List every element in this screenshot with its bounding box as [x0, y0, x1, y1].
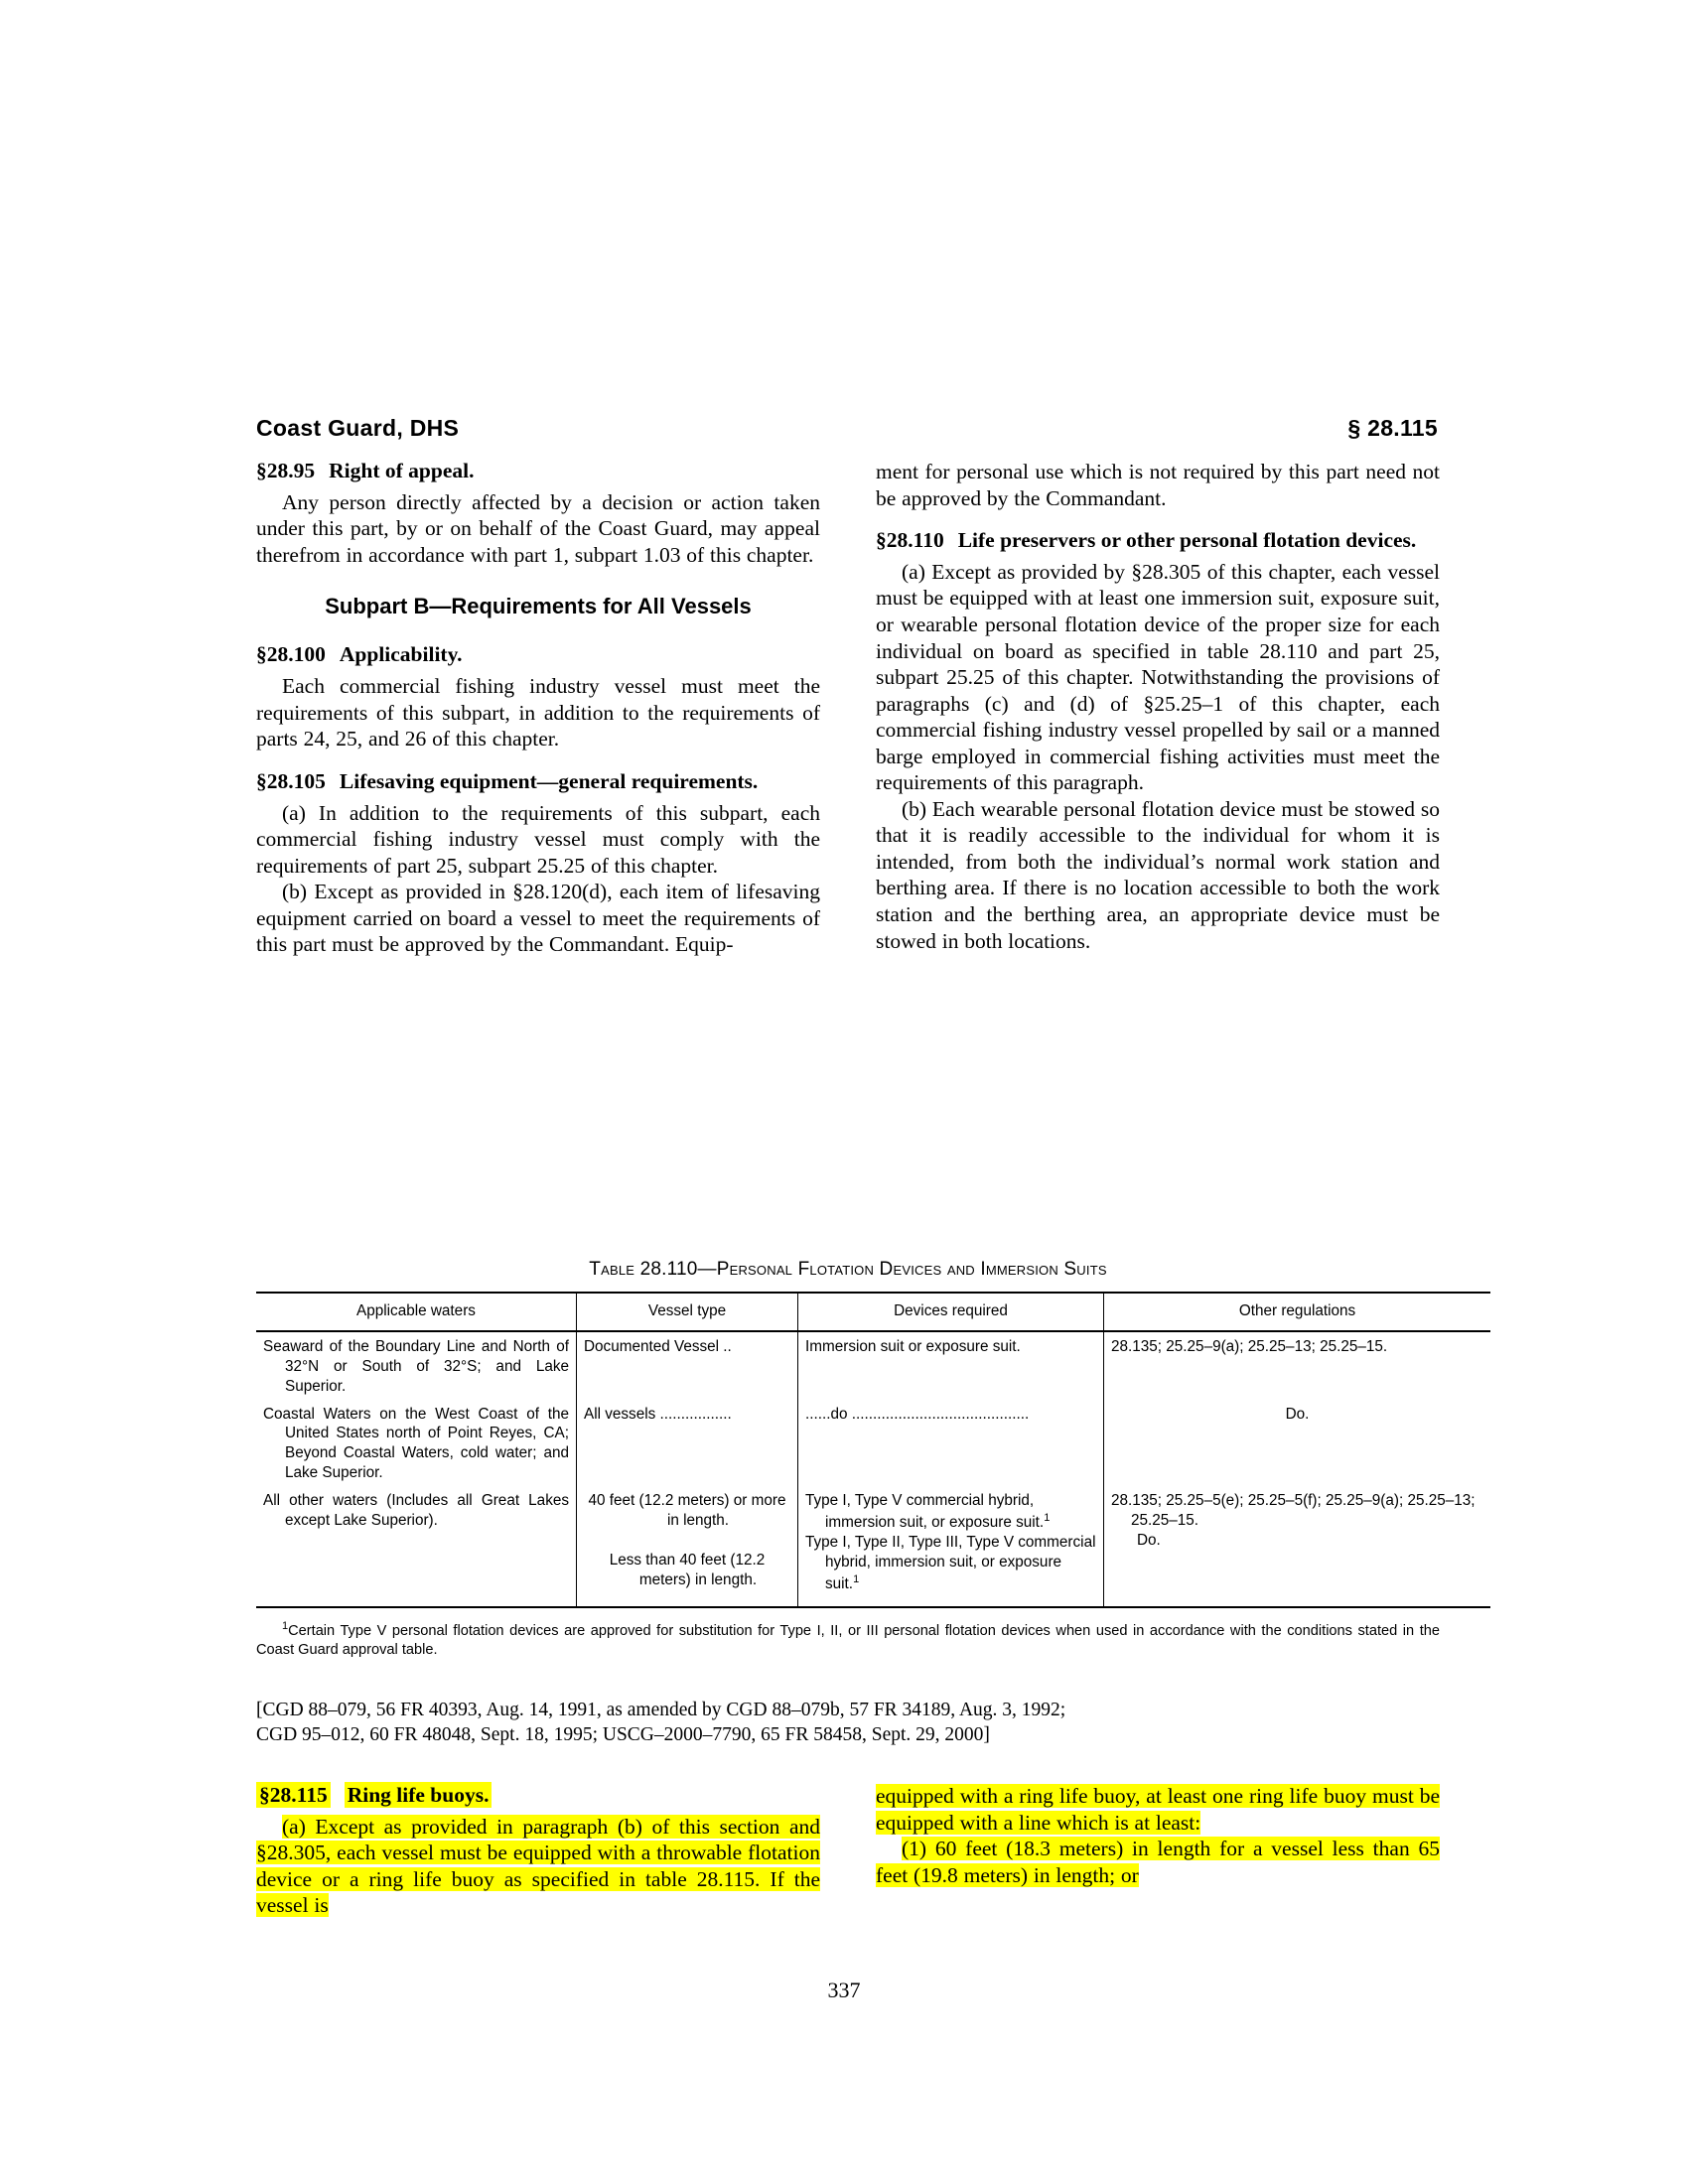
cell-spacer — [584, 1531, 790, 1551]
paragraph-28-95: Any person directly affected by a decision or action taken under this part, by or on behalf of the Coast Guard, may appeal therefrom in accordance with part 1, subpart 1.03 of this chapter. — [256, 489, 820, 567]
cell-waters-1-text: Seaward of the Boundary Line and North of 32°N or South of 32°S; and Lake Superior. — [263, 1337, 569, 1395]
paragraph-28-110-a: (a) Except as provided by §28.305 of this chapter, each vessel must be equipped with at least one immersion suit, exposure suit, or wearable personal flotation device of the proper size for each individual on board as specified in table 28.110 and part 25, subpart 25.25 of this chapter. Notwithstanding the provisions of paragraphs (c) and (d) of §25.25–1 of this chapter, each commercial fishing industry vessel propelled by sail or a manned barge employed in commercial fishing activities must meet the requirements of this paragraph. — [876, 559, 1440, 795]
paragraph-28-105-b-continuation: ment for personal use which is not required by this part need not be approved by the Commandant. — [876, 460, 1440, 510]
cell-waters-3 — [256, 1486, 577, 1607]
citation-line-1: [CGD 88–079, 56 FR 40393, Aug. 14, 1991, as amended by CGD 88–079b, 57 FR 34189, Aug. 3, 1992; — [256, 1700, 1066, 1720]
cell-devices-3b — [805, 1533, 1096, 1594]
paragraph-28-100: Each commercial fishing industry vessel must meet the requirements of this subpart, in addition to the requirements of parts 24, 25, and 26 of this chapter. — [256, 674, 820, 751]
column-header-vessel-type: Vessel type — [577, 1293, 798, 1331]
cell-other-3 — [1104, 1486, 1491, 1607]
cell-devices-3a-text: Type I, Type V commercial hybrid, immersion suit, or exposure suit. — [805, 1492, 1045, 1531]
cell-other-3a: 28.135; 25.25–5(e); 25.25–5(f); 25.25–9(a); 25.25–13; 25.25–15. — [1111, 1492, 1476, 1529]
subpart-b-heading: Subpart B—Requirements for All Vessels — [325, 594, 752, 619]
cell-devices-3b-text: Type I, Type II, Type III, Type V commercial hybrid, immersion suit, or exposure suit. — [805, 1533, 1096, 1592]
left-column — [256, 459, 820, 958]
paragraph-28-105-b: (b) Except as provided in §28.120(d), each item of lifesaving equipment carried on board a vessel to meet the requirements of this part must be approved by the Commandant. Equip- — [256, 880, 820, 957]
table-row — [256, 1331, 1490, 1400]
running-head-left: Coast Guard, DHS — [256, 415, 460, 441]
table-head — [256, 1293, 1490, 1331]
paragraph-28-115-a-right — [876, 1783, 1440, 1836]
page-number: 337 — [827, 1978, 861, 2002]
footnote-text: Certain Type V personal flotation devices are approved for substitution for Type I, II, or III personal flotation devices when used in accordance with the conditions stated in the Coast Guard approval table. — [256, 1622, 1440, 1658]
source-citation — [256, 1698, 1440, 1748]
paragraph-28-115-a-1 — [876, 1836, 1440, 1888]
running-head-right: § 28.115 — [1347, 415, 1438, 441]
cell-other-1 — [1104, 1331, 1491, 1400]
section-number-28-95: §28.95 — [256, 459, 316, 482]
paragraph-28-115-a-1-text: (1) 60 feet (18.3 meters) in length for a vessel less than 65 feet (19.8 meters) in length; or — [876, 1837, 1440, 1887]
table-row — [256, 1400, 1490, 1487]
paragraph-28-115-a-right-text: equipped with a ring life buoy, at least one ring life buoy must be equipped with a line which is at least: — [876, 1784, 1440, 1835]
cell-waters-3-text: All other waters (Includes all Great Lakes except Lake Superior). — [263, 1492, 569, 1529]
citation-line-2: CGD 95–012, 60 FR 48048, Sept. 18, 1995; USCG–2000–7790, 65 FR 58458, Sept. 29, 2000] — [256, 1724, 990, 1746]
column-header-applicable-waters: Applicable waters — [356, 1302, 476, 1319]
footnote-ref-2: 1 — [853, 1572, 860, 1585]
paragraph-28-115-a-left — [256, 1814, 820, 1919]
table-block-28-110 — [256, 1259, 1476, 1660]
cell-devices-1: Immersion suit or exposure suit. — [798, 1331, 1104, 1400]
table-row — [256, 1486, 1490, 1607]
cell-other-2 — [1104, 1400, 1491, 1487]
cell-other-3b: Do. — [1137, 1531, 1161, 1549]
cell-vessel-type-3b: Less than 40 feet (12.2 meters) in length. — [609, 1551, 766, 1588]
body-columns-upper — [256, 459, 1440, 958]
section-title-28-100: Applicability. — [339, 642, 463, 667]
paragraph-28-105-a: (a) In addition to the requirements of this subpart, each commercial fishing industry vessel must comply with the requirements of part 25, subpart 25.25 of this chapter. — [256, 800, 820, 878]
section-title-28-110: Life preservers or other personal flotation devices. — [957, 528, 1417, 553]
left-column-lower — [256, 1783, 820, 1919]
section-number-28-115: §28.115 — [256, 1782, 331, 1808]
cell-other-1-text: 28.135; 25.25–9(a); 25.25–13; 25.25–15. — [1111, 1337, 1388, 1355]
paragraph-28-115-a-left-text: (a) Except as provided in paragraph (b) of this section and §28.305, each vessel must be equipped with a throwable flotation device or a ring life buoy as specified in table 28.115. If the vessel is — [256, 1814, 820, 1918]
cell-vessel-type-2: All vessels ................. — [577, 1400, 798, 1487]
cell-devices-3 — [798, 1486, 1104, 1607]
section-title-28-95: Right of appeal. — [329, 459, 475, 482]
cell-other-2-text: Do. — [1285, 1405, 1310, 1423]
cell-waters-2 — [256, 1400, 577, 1487]
body-columns-lower — [256, 1783, 1440, 1919]
table-caption-28-110: Table 28.110—Personal Flotation Devices and Immersion Suits — [589, 1259, 1107, 1280]
cell-vessel-type-3a: 40 feet (12.2 meters) or more in length. — [588, 1492, 786, 1529]
cell-vessel-type-1: Documented Vessel .. — [577, 1331, 798, 1400]
section-number-28-110: §28.110 — [876, 528, 944, 553]
section-title-28-105: Lifesaving equipment—general requirements. — [339, 768, 759, 793]
right-column-lower — [876, 1783, 1440, 1919]
section-heading-28-95 — [256, 459, 820, 484]
table-footnote — [256, 1619, 1440, 1661]
cell-waters-2-text: Coastal Waters on the West Coast of the United States north of Point Reyes, CA; Beyond Coastal Waters, cold water; and Lake Superior. — [263, 1405, 569, 1482]
section-number-28-105: §28.105 — [256, 768, 326, 793]
section-title-28-115: Ring life buoys. — [345, 1782, 492, 1808]
section-heading-28-100 — [256, 642, 820, 668]
right-column — [876, 459, 1440, 958]
running-head — [256, 415, 1438, 442]
cell-waters-1 — [256, 1331, 577, 1400]
footnote-ref-1: 1 — [1044, 1511, 1051, 1524]
section-heading-28-105 — [256, 769, 820, 795]
column-header-devices-required: Devices required — [798, 1293, 1104, 1331]
section-heading-28-110 — [876, 528, 1440, 554]
table-header-row — [256, 1293, 1490, 1331]
table-28-110 — [256, 1292, 1490, 1608]
cell-devices-2: ......do .......................................... — [798, 1400, 1104, 1487]
column-header-other-regulations: Other regulations — [1104, 1293, 1491, 1331]
cell-vessel-type-3 — [577, 1486, 798, 1607]
paragraph-28-110-b: (b) Each wearable personal flotation device must be stowed so that it is readily accessible to the individual for whom it is intended, from both the individual’s normal work station and berthing area. If there is no location accessible to both the work station and the berthing area, an appropriate device must be stowed in both locations. — [876, 796, 1440, 953]
cell-devices-3a — [805, 1491, 1096, 1533]
section-heading-28-115 — [256, 1783, 820, 1809]
table-body — [256, 1331, 1490, 1607]
section-number-28-100: §28.100 — [256, 642, 326, 667]
footnote-marker: 1 — [282, 1619, 289, 1632]
